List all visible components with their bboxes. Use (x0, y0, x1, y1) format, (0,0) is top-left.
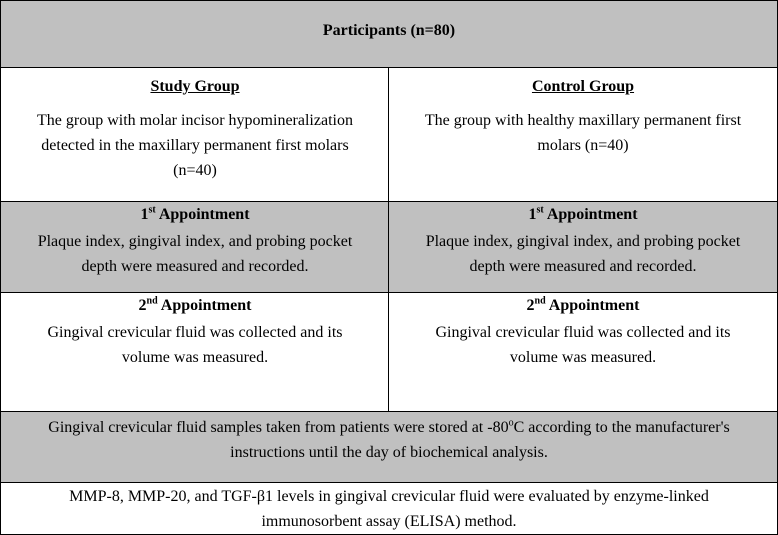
analysis-text: MMP-8, MMP-20, and TGF-β1 levels in gingival crevicular fluid were evaluated by enzyme-linked immunosorbent assay (ELISA) method. (69, 488, 709, 530)
study-group-title: Study Group (150, 78, 240, 95)
appointment1-control-box (388, 201, 778, 293)
appointment2-control-box (388, 292, 778, 412)
storage-box (0, 411, 778, 483)
appointment1-study-box (0, 201, 390, 293)
appointment1-control-text: Plaque index, gingival index, and probing pocket depth were measured and recorded. (425, 233, 741, 275)
appointment1-study-text: Plaque index, gingival index, and probing pocket depth were measured and recorded. (37, 233, 353, 275)
appointment1-study-title: 1st Appointment (140, 204, 250, 223)
appointment2-study-box (0, 292, 390, 412)
appointment1-control-title: 1st Appointment (528, 204, 638, 223)
storage-text: Gingival crevicular fluid samples taken from patients were stored at -80$^o$C according to the manufacturer's instructions until the day of biochemical analysis. (48, 417, 730, 461)
participants-box (0, 0, 778, 68)
appointment2-control-text: Gingival crevicular fluid was collected and its volume was measured. (435, 324, 731, 366)
participants-title: Participants (n=80) (322, 22, 456, 39)
study-group-description: The group with molar incisor hypomineralization detected in the maxillary permanent first molars (n=40) (37, 112, 353, 179)
appointment2-study-text: Gingival crevicular fluid was collected and its volume was measured. (47, 324, 343, 366)
control-group-description: The group with healthy maxillary permanent first molars (n=40) (424, 112, 742, 154)
analysis-box (0, 482, 778, 535)
control-group-box (388, 67, 778, 202)
control-group-title: Control Group (531, 78, 635, 95)
study-group-box (0, 67, 390, 202)
appointment2-study-title: 2nd Appointment (138, 295, 252, 314)
appointment2-control-title: 2nd Appointment (526, 295, 640, 314)
